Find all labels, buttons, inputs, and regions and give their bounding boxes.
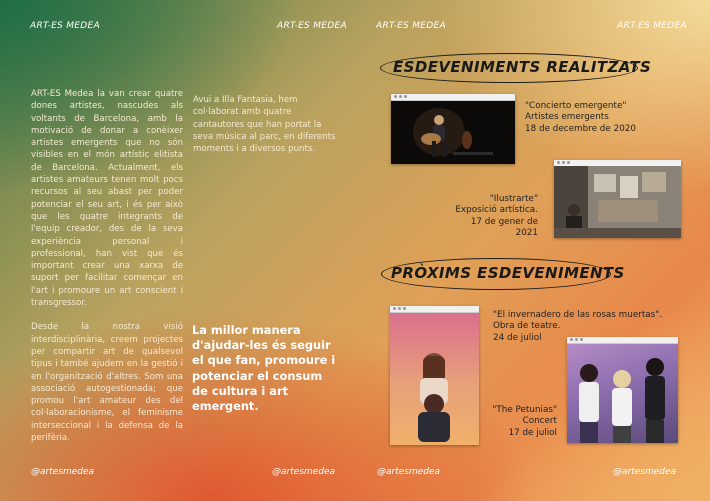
theatre-photo	[390, 306, 479, 445]
exhibition-photo	[554, 160, 681, 238]
footer-handle-right: @artesmedea	[613, 467, 677, 477]
header-brand-center-left: ART-ES MEDEA	[277, 21, 347, 31]
past-event-2	[446, 194, 538, 240]
collaboration-paragraph: Avui a Illa Fantasia, hem col·laborat amb quatre cantautores que han portat la seva música al parc, en diferents moments i a diversos punts.	[193, 95, 336, 155]
intro-paragraph: ART-ES Medea la van crear quatre dones artistes, nascudes als voltants de Barcelona, amb la motivació de donar a conèixer artistes emergents que no són visibles en el món artístic elitista de Barcelona. Actualment, els artistes amateurs tenen molt pocs recursos al seu abast per poder potenciar el seu art, i és per això que les quatre integrants de l'equip creador, des de la seva experiència personal i professional, han vist que és important crear una xarxa de suport per facilitar començar en l'art i promoure un art conscient i transgressor.	[31, 89, 183, 309]
event-title: "The Petunias"	[492, 405, 557, 415]
past-event-1	[525, 101, 636, 135]
event-title: "Ilustrarte"	[489, 194, 538, 204]
event-subtitle: Obra de teatre.	[493, 321, 561, 332]
upcoming-event-2	[473, 405, 557, 439]
event-subtitle: Exposició artística.	[455, 205, 538, 216]
exhibition-illustration	[554, 160, 681, 238]
event-subtitle: Artistes emergents	[525, 112, 609, 123]
footer-handle-center-right: @artesmedea	[377, 467, 441, 477]
header-brand-right: ART-ES MEDEA	[617, 21, 687, 31]
event-title: "El invernadero de las rosas muertas".	[493, 310, 663, 320]
intro-paragraph: Desde la nostra visió interdisciplinària, creem projectes per compartir art de qualsevol tipus i també ajudem en la gestió i en l'organització d'altres. Som una associació autogestionada; que promou l'art amateur des del col·laboracionisme, el feminisme interseccional i la defensa de la perifèria.	[31, 322, 183, 444]
event-date: 18 de decembre de 2020	[525, 123, 636, 134]
footer-handle-center-left: @artesmedea	[272, 467, 336, 477]
upcoming-events-heading: PRÒXIMS ESDEVENIMENTS	[391, 264, 625, 282]
event-date: 17 de gener de 2021	[470, 216, 538, 239]
concert-illustration	[391, 94, 515, 164]
band-illustration	[567, 337, 678, 443]
header-brand-center-right: ART-ES MEDEA	[376, 21, 446, 31]
past-events-heading: ESDEVENIMENTS REALITZATS	[393, 58, 652, 76]
pull-quote: La millor manera d'ajudar-les és seguir el que fan, promoure i potenciar el consum de cultura i art emergent.	[192, 323, 336, 414]
band-photo	[567, 337, 678, 443]
event-subtitle: Concert	[522, 416, 557, 427]
theatre-illustration	[390, 306, 479, 445]
intro-column	[31, 88, 183, 444]
footer-handle-left: @artesmedea	[31, 467, 95, 477]
event-date: 17 de juliol	[508, 427, 557, 438]
concert-photo	[391, 94, 515, 164]
event-date: 24 de juliol	[493, 332, 542, 343]
event-title: "Concierto emergente"	[525, 101, 627, 111]
collaboration-column	[193, 94, 338, 155]
header-brand-left: ART-ES MEDEA	[30, 21, 100, 31]
